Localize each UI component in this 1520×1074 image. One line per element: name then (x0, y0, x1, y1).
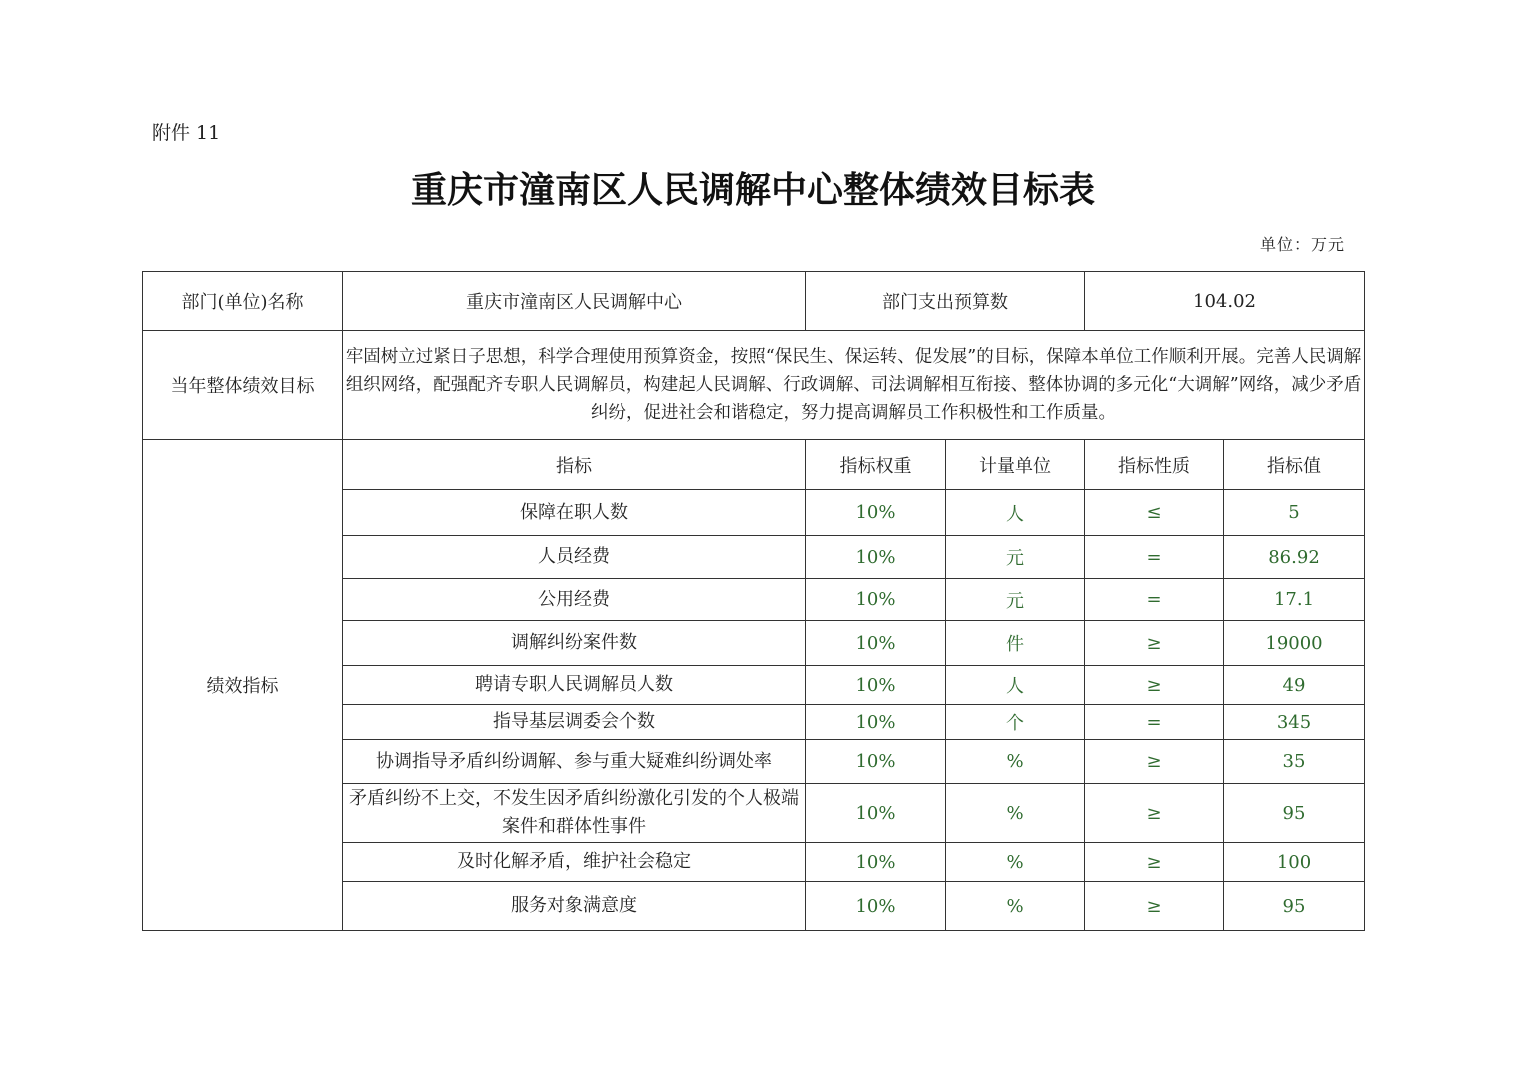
indicator-header-row (143, 440, 1365, 490)
unit-label: 单位：万元 (1260, 235, 1346, 254)
indicator-unit: 个 (946, 705, 1085, 740)
attachment-label: 附件 11 (152, 122, 221, 144)
indicator-weight: 10% (806, 666, 946, 705)
dept-name-label: 部门(单位)名称 (143, 272, 343, 331)
indicator-name: 矛盾纠纷不上交，不发生因矛盾纠纷激化引发的个人极端案件和群体性事件 (343, 784, 806, 843)
indicator-value: 17.1 (1224, 579, 1365, 621)
indicator-unit: 人 (946, 490, 1085, 536)
column-header-value: 指标值 (1224, 440, 1365, 490)
indicator-name: 调解纠纷案件数 (343, 621, 806, 666)
indicator-nature: ≥ (1085, 843, 1224, 882)
indicator-name: 公用经费 (343, 579, 806, 621)
indicator-nature: ≥ (1085, 666, 1224, 705)
indicator-nature: ≥ (1085, 621, 1224, 666)
indicator-nature: ≥ (1085, 882, 1224, 931)
indicator-name: 服务对象满意度 (343, 882, 806, 931)
indicator-value: 86.92 (1224, 536, 1365, 579)
indicator-weight: 10% (806, 784, 946, 843)
column-header-weight: 指标权重 (806, 440, 946, 490)
header-row (143, 272, 1365, 331)
indicator-weight: 10% (806, 490, 946, 536)
indicator-weight: 10% (806, 621, 946, 666)
indicator-value: 95 (1224, 784, 1365, 843)
indicator-nature: = (1085, 579, 1224, 621)
indicator-name: 保障在职人数 (343, 490, 806, 536)
indicator-nature: ≥ (1085, 784, 1224, 843)
indicator-value: 100 (1224, 843, 1365, 882)
indicator-nature: = (1085, 536, 1224, 579)
indicator-weight: 10% (806, 740, 946, 784)
column-header-unit: 计量单位 (946, 440, 1085, 490)
indicator-weight: 10% (806, 579, 946, 621)
column-header-nature: 指标性质 (1085, 440, 1224, 490)
indicator-nature: ≤ (1085, 490, 1224, 536)
indicator-unit: % (946, 882, 1085, 931)
indicator-value: 345 (1224, 705, 1365, 740)
indicator-name: 人员经费 (343, 536, 806, 579)
indicator-value: 95 (1224, 882, 1365, 931)
dept-name-value: 重庆市潼南区人民调解中心 (343, 272, 806, 331)
indicator-unit: 人 (946, 666, 1085, 705)
performance-table (142, 271, 1365, 931)
indicator-nature: = (1085, 705, 1224, 740)
goal-row (143, 331, 1365, 440)
indicator-weight: 10% (806, 536, 946, 579)
indicator-unit: % (946, 740, 1085, 784)
indicator-weight: 10% (806, 843, 946, 882)
goal-label: 当年整体绩效目标 (143, 331, 343, 440)
indicator-unit: 元 (946, 579, 1085, 621)
indicator-name: 聘请专职人民调解员人数 (343, 666, 806, 705)
goal-text: 牢固树立过紧日子思想，科学合理使用预算资金，按照“保民生、保运转、促发展”的目标，保障本单位工作顺利开展。完善人民调解组织网络，配强配齐专职人民调解员，构建起人民调解、行政调解、司法调解相互衔接、整体协调的多元化“大调解”网络，减少矛盾纠纷，促进社会和谐稳定，努力提高调解员工作积极性和工作质量。 (343, 331, 1365, 440)
indicator-name: 指导基层调委会个数 (343, 705, 806, 740)
indicator-value: 35 (1224, 740, 1365, 784)
indicator-unit: % (946, 843, 1085, 882)
indicator-unit: % (946, 784, 1085, 843)
indicator-name: 及时化解矛盾，维护社会稳定 (343, 843, 806, 882)
page-title: 重庆市潼南区人民调解中心整体绩效目标表 (410, 170, 1095, 211)
indicator-value: 5 (1224, 490, 1365, 536)
indicator-nature: ≥ (1085, 740, 1224, 784)
indicator-weight: 10% (806, 705, 946, 740)
indicator-value: 19000 (1224, 621, 1365, 666)
indicator-name: 协调指导矛盾纠纷调解、参与重大疑难纠纷调处率 (343, 740, 806, 784)
indicators-section-label: 绩效指标 (143, 440, 343, 931)
indicator-value: 49 (1224, 666, 1365, 705)
indicator-weight: 10% (806, 882, 946, 931)
column-header-indicator: 指标 (343, 440, 806, 490)
budget-value: 104.02 (1085, 272, 1365, 331)
budget-label: 部门支出预算数 (806, 272, 1085, 331)
indicator-unit: 件 (946, 621, 1085, 666)
indicator-unit: 元 (946, 536, 1085, 579)
